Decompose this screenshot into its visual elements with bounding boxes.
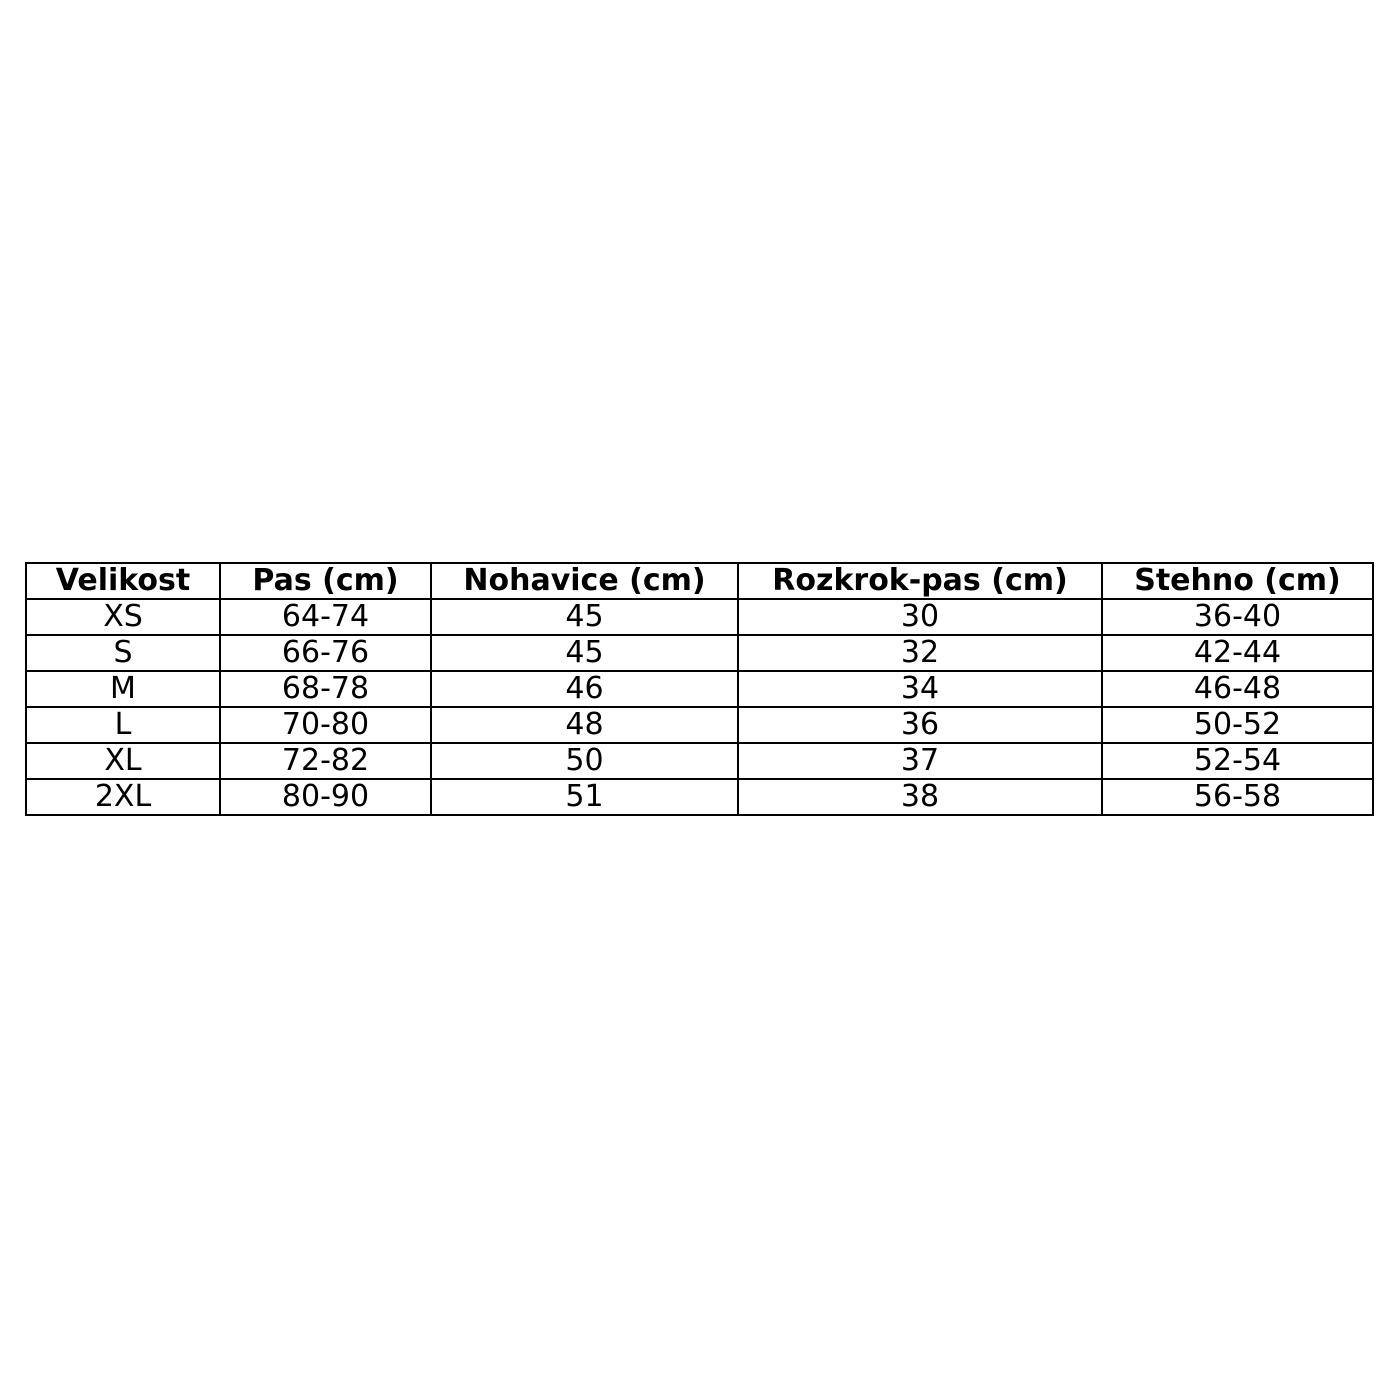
cell-crotch-waist: 34: [738, 671, 1102, 707]
cell-trousers: 45: [431, 599, 738, 635]
cell-thigh: 46-48: [1102, 671, 1373, 707]
cell-waist: 66-76: [220, 635, 431, 671]
cell-thigh: 52-54: [1102, 743, 1373, 779]
cell-size: XS: [26, 599, 220, 635]
header-crotch-waist: Rozkrok-pas (cm): [738, 563, 1102, 599]
cell-crotch-waist: 36: [738, 707, 1102, 743]
cell-size: XL: [26, 743, 220, 779]
cell-trousers: 51: [431, 779, 738, 815]
header-thigh: Stehno (cm): [1102, 563, 1373, 599]
cell-trousers: 48: [431, 707, 738, 743]
cell-size: L: [26, 707, 220, 743]
cell-waist: 80-90: [220, 779, 431, 815]
cell-size: S: [26, 635, 220, 671]
size-chart-header: [26, 563, 1373, 599]
cell-thigh: 36-40: [1102, 599, 1373, 635]
header-row: [26, 563, 1373, 599]
cell-waist: 64-74: [220, 599, 431, 635]
cell-trousers: 50: [431, 743, 738, 779]
cell-crotch-waist: 30: [738, 599, 1102, 635]
cell-thigh: 56-58: [1102, 779, 1373, 815]
cell-trousers: 45: [431, 635, 738, 671]
cell-waist: 70-80: [220, 707, 431, 743]
cell-waist: 72-82: [220, 743, 431, 779]
size-chart-body: [26, 599, 1373, 815]
cell-size: 2XL: [26, 779, 220, 815]
cell-crotch-waist: 32: [738, 635, 1102, 671]
header-trousers: Nohavice (cm): [431, 563, 738, 599]
header-size: Velikost: [26, 563, 220, 599]
table-row: [26, 743, 1373, 779]
cell-waist: 68-78: [220, 671, 431, 707]
size-chart-table: [25, 562, 1374, 816]
cell-thigh: 42-44: [1102, 635, 1373, 671]
table-row: [26, 671, 1373, 707]
cell-trousers: 46: [431, 671, 738, 707]
cell-thigh: 50-52: [1102, 707, 1373, 743]
table-row: [26, 599, 1373, 635]
table-row: [26, 635, 1373, 671]
table-row: [26, 707, 1373, 743]
cell-size: M: [26, 671, 220, 707]
cell-crotch-waist: 38: [738, 779, 1102, 815]
table-row: [26, 779, 1373, 815]
cell-crotch-waist: 37: [738, 743, 1102, 779]
header-waist: Pas (cm): [220, 563, 431, 599]
